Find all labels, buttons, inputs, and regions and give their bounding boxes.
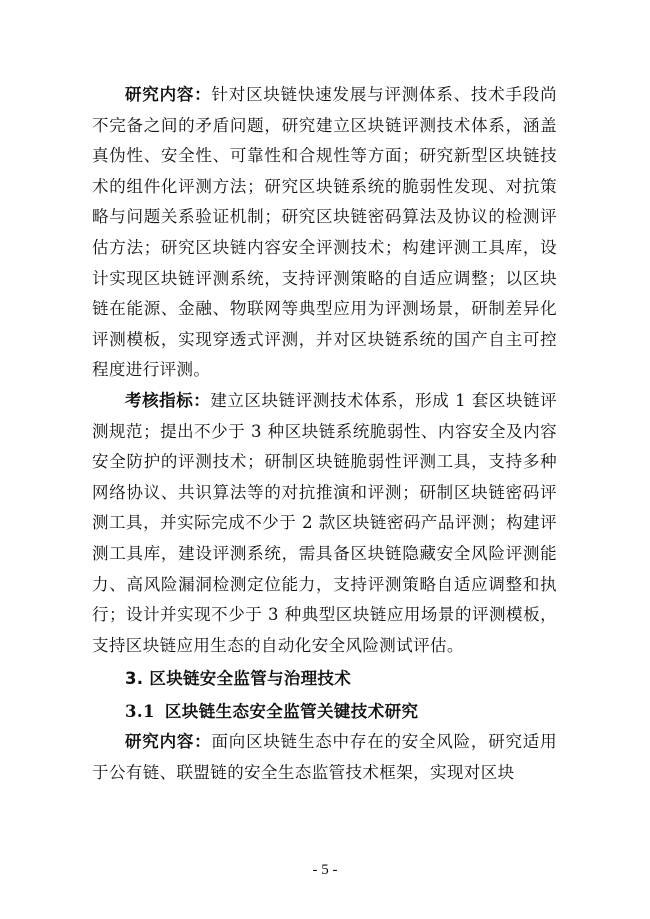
research-content-text: 针对区块链快速发展与评测体系、技术手段尚不完备之间的矛盾问题，研究建立区块链评测技术体系，涵盖真伪性、安全性、可靠性和合规性等方面；研究新型区块链技术的组件化评测方法；研究区块链系统的脆弱性发现、对抗策略与问题关系验证机制；研究区块链密码算法及协议的检测评估方法；研究区块链内容安全评测技术；构建评测工具库，设计实现区块链评测系统，支持评测策略的自适应调整；以区块链在能源、金融、物联网等典型应用为评测场景，研制差异化评测模板，实现穿透式评测，并对区块链系统的国产自主可控程度进行评测。 xyxy=(92,85,558,380)
page-number: - 5 - xyxy=(312,862,338,878)
assessment-indicators-paragraph xyxy=(92,386,557,661)
assessment-indicators-label: 考核指标： xyxy=(125,390,211,410)
research-content-label: 研究内容： xyxy=(125,85,212,104)
section-heading: 3. 区块链安全监管与治理技术 xyxy=(125,669,351,689)
research-content-paragraph xyxy=(92,80,557,386)
subsection-title: 区块链生态安全监管关键技术研究 xyxy=(164,702,419,722)
subsection-number: 3.1 xyxy=(125,702,155,722)
subsection-research-content-paragraph xyxy=(92,727,557,788)
subsection-research-content-label: 研究内容： xyxy=(125,732,212,752)
subsection-heading xyxy=(92,696,557,727)
page-content xyxy=(92,80,557,788)
assessment-indicators-text: 建立区块链评测技术体系，形成 1 套区块链评测规范；提出不少于 3 种区块链系统脆弱性、内容安全及内容安全防护的评测技术；研制区块链脆弱性评测工具，支持多种网络协议、共识算法等的对抗推演和评测；研制区块链密码评测工具，并实际完成不少于 2 款区块链密码产品评测；构建评测工具库，建设评测系统，需具备区块链隐藏安全风险评测能力、高风险漏洞检测定位能力，支持评测策略自适应调整和执行；设计并实现不少于 3 种典型区块链应用场景的评测模板，支持区块链应用生态的自动化安全风险测试评估。 xyxy=(92,390,557,655)
subsection-research-content-text: 面向区块链生态中存在的安全风险，研究适用于公有链、联盟链的安全生态监管技术框架，实现对区块 xyxy=(92,732,558,782)
